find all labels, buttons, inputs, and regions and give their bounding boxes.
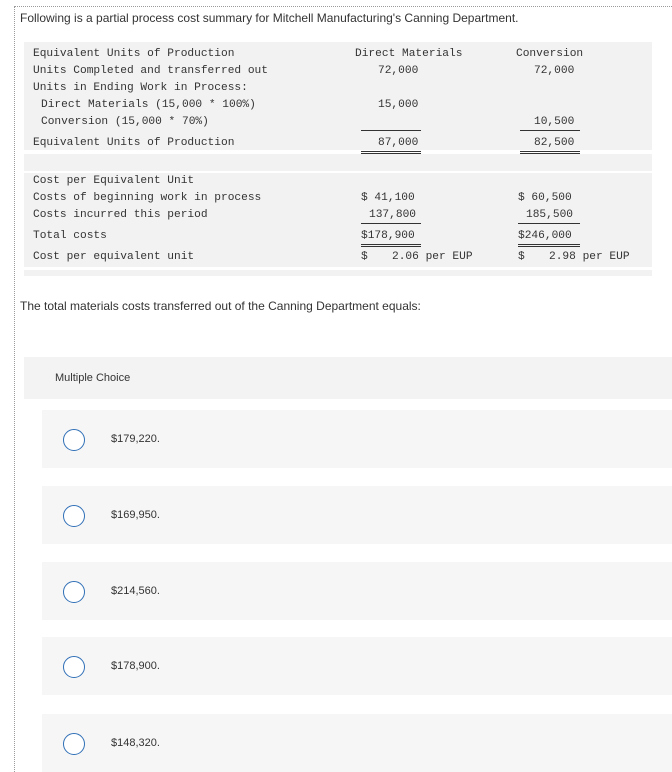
dm-costs-underline (361, 223, 421, 224)
units-completed-label: Units Completed and transferred out (33, 65, 268, 77)
choice-option[interactable] (42, 714, 672, 772)
dm-subtotal-underline (361, 130, 421, 131)
eup-total-label: Equivalent Units of Production (33, 137, 235, 149)
conv-total-double-underline-1 (520, 151, 580, 152)
conversion-column-header: Conversion (516, 48, 584, 60)
units-completed-conv: 72,000 (534, 65, 575, 77)
conv-subtotal-underline (520, 130, 580, 131)
cost-per-unit-conv: 2.98 per EUP (549, 251, 630, 263)
choice-label: $179,220. (111, 433, 160, 445)
cost-per-unit-dm-sign: $ (361, 251, 368, 263)
choice-label: $169,950. (111, 509, 160, 521)
beginning-costs-dm: $ 41,100 (361, 192, 415, 204)
radio-button[interactable] (63, 733, 85, 755)
ending-wip-conv-value: 10,500 (534, 116, 575, 128)
period-costs-label: Costs incurred this period (33, 209, 208, 221)
frame-top-border (14, 6, 672, 7)
cost-per-unit-label: Cost per equivalent unit (33, 251, 195, 263)
frame-left-border (14, 6, 15, 772)
radio-button[interactable] (63, 505, 85, 527)
dm-column-header: Direct Materials (355, 48, 463, 60)
table-separator (24, 171, 652, 173)
table-bottom-separator (24, 267, 652, 270)
choice-option[interactable] (42, 637, 672, 695)
conv-total-costs-underline-1 (518, 244, 580, 245)
period-costs-conv: 185,500 (526, 209, 573, 221)
dm-total-double-underline-2 (361, 153, 421, 154)
question-text: The total materials costs transferred out of the Canning Department equals: (20, 299, 421, 313)
dm-total-costs-underline-1 (361, 244, 421, 245)
choice-option[interactable] (42, 410, 672, 468)
eup-total-dm: 87,000 (378, 137, 419, 149)
cost-per-unit-conv-sign: $ (518, 251, 525, 263)
ending-wip-conv-label: Conversion (15,000 * 70%) (41, 116, 209, 128)
choice-label: $178,900. (111, 660, 160, 672)
radio-button[interactable] (63, 581, 85, 603)
beginning-costs-label: Costs of beginning work in process (33, 192, 262, 204)
cost-per-unit-dm: 2.06 per EUP (392, 251, 473, 263)
eup-header-label: Equivalent Units of Production (33, 48, 235, 60)
radio-button[interactable] (63, 429, 85, 451)
ending-wip-label: Units in Ending Work in Process: (33, 82, 248, 94)
units-completed-dm: 72,000 (378, 65, 419, 77)
ending-wip-dm-label: Direct Materials (15,000 * 100%) (41, 99, 256, 111)
eup-total-conv: 82,500 (534, 137, 575, 149)
dm-total-costs-underline-2 (361, 246, 421, 247)
conv-total-costs-underline-2 (518, 246, 580, 247)
choice-label: $214,560. (111, 585, 160, 597)
beginning-costs-conv: $ 60,500 (518, 192, 572, 204)
conv-costs-underline (518, 223, 580, 224)
total-costs-conv: $246,000 (518, 230, 572, 242)
cost-per-eu-header: Cost per Equivalent Unit (33, 175, 195, 187)
conv-total-double-underline-2 (520, 153, 580, 154)
choice-option[interactable] (42, 486, 672, 544)
total-costs-dm: $178,900 (361, 230, 415, 242)
dm-total-double-underline-1 (361, 151, 421, 152)
period-costs-dm: 137,800 (369, 209, 416, 221)
multiple-choice-header (24, 357, 672, 399)
total-costs-label: Total costs (33, 230, 107, 242)
ending-wip-dm-value: 15,000 (378, 99, 419, 111)
radio-button[interactable] (63, 656, 85, 678)
intro-text: Following is a partial process cost summary for Mitchell Manufacturing's Canning Department. (20, 11, 519, 25)
choice-option[interactable] (42, 562, 672, 620)
multiple-choice-title: Multiple Choice (55, 372, 131, 384)
choice-label: $148,320. (111, 737, 160, 749)
